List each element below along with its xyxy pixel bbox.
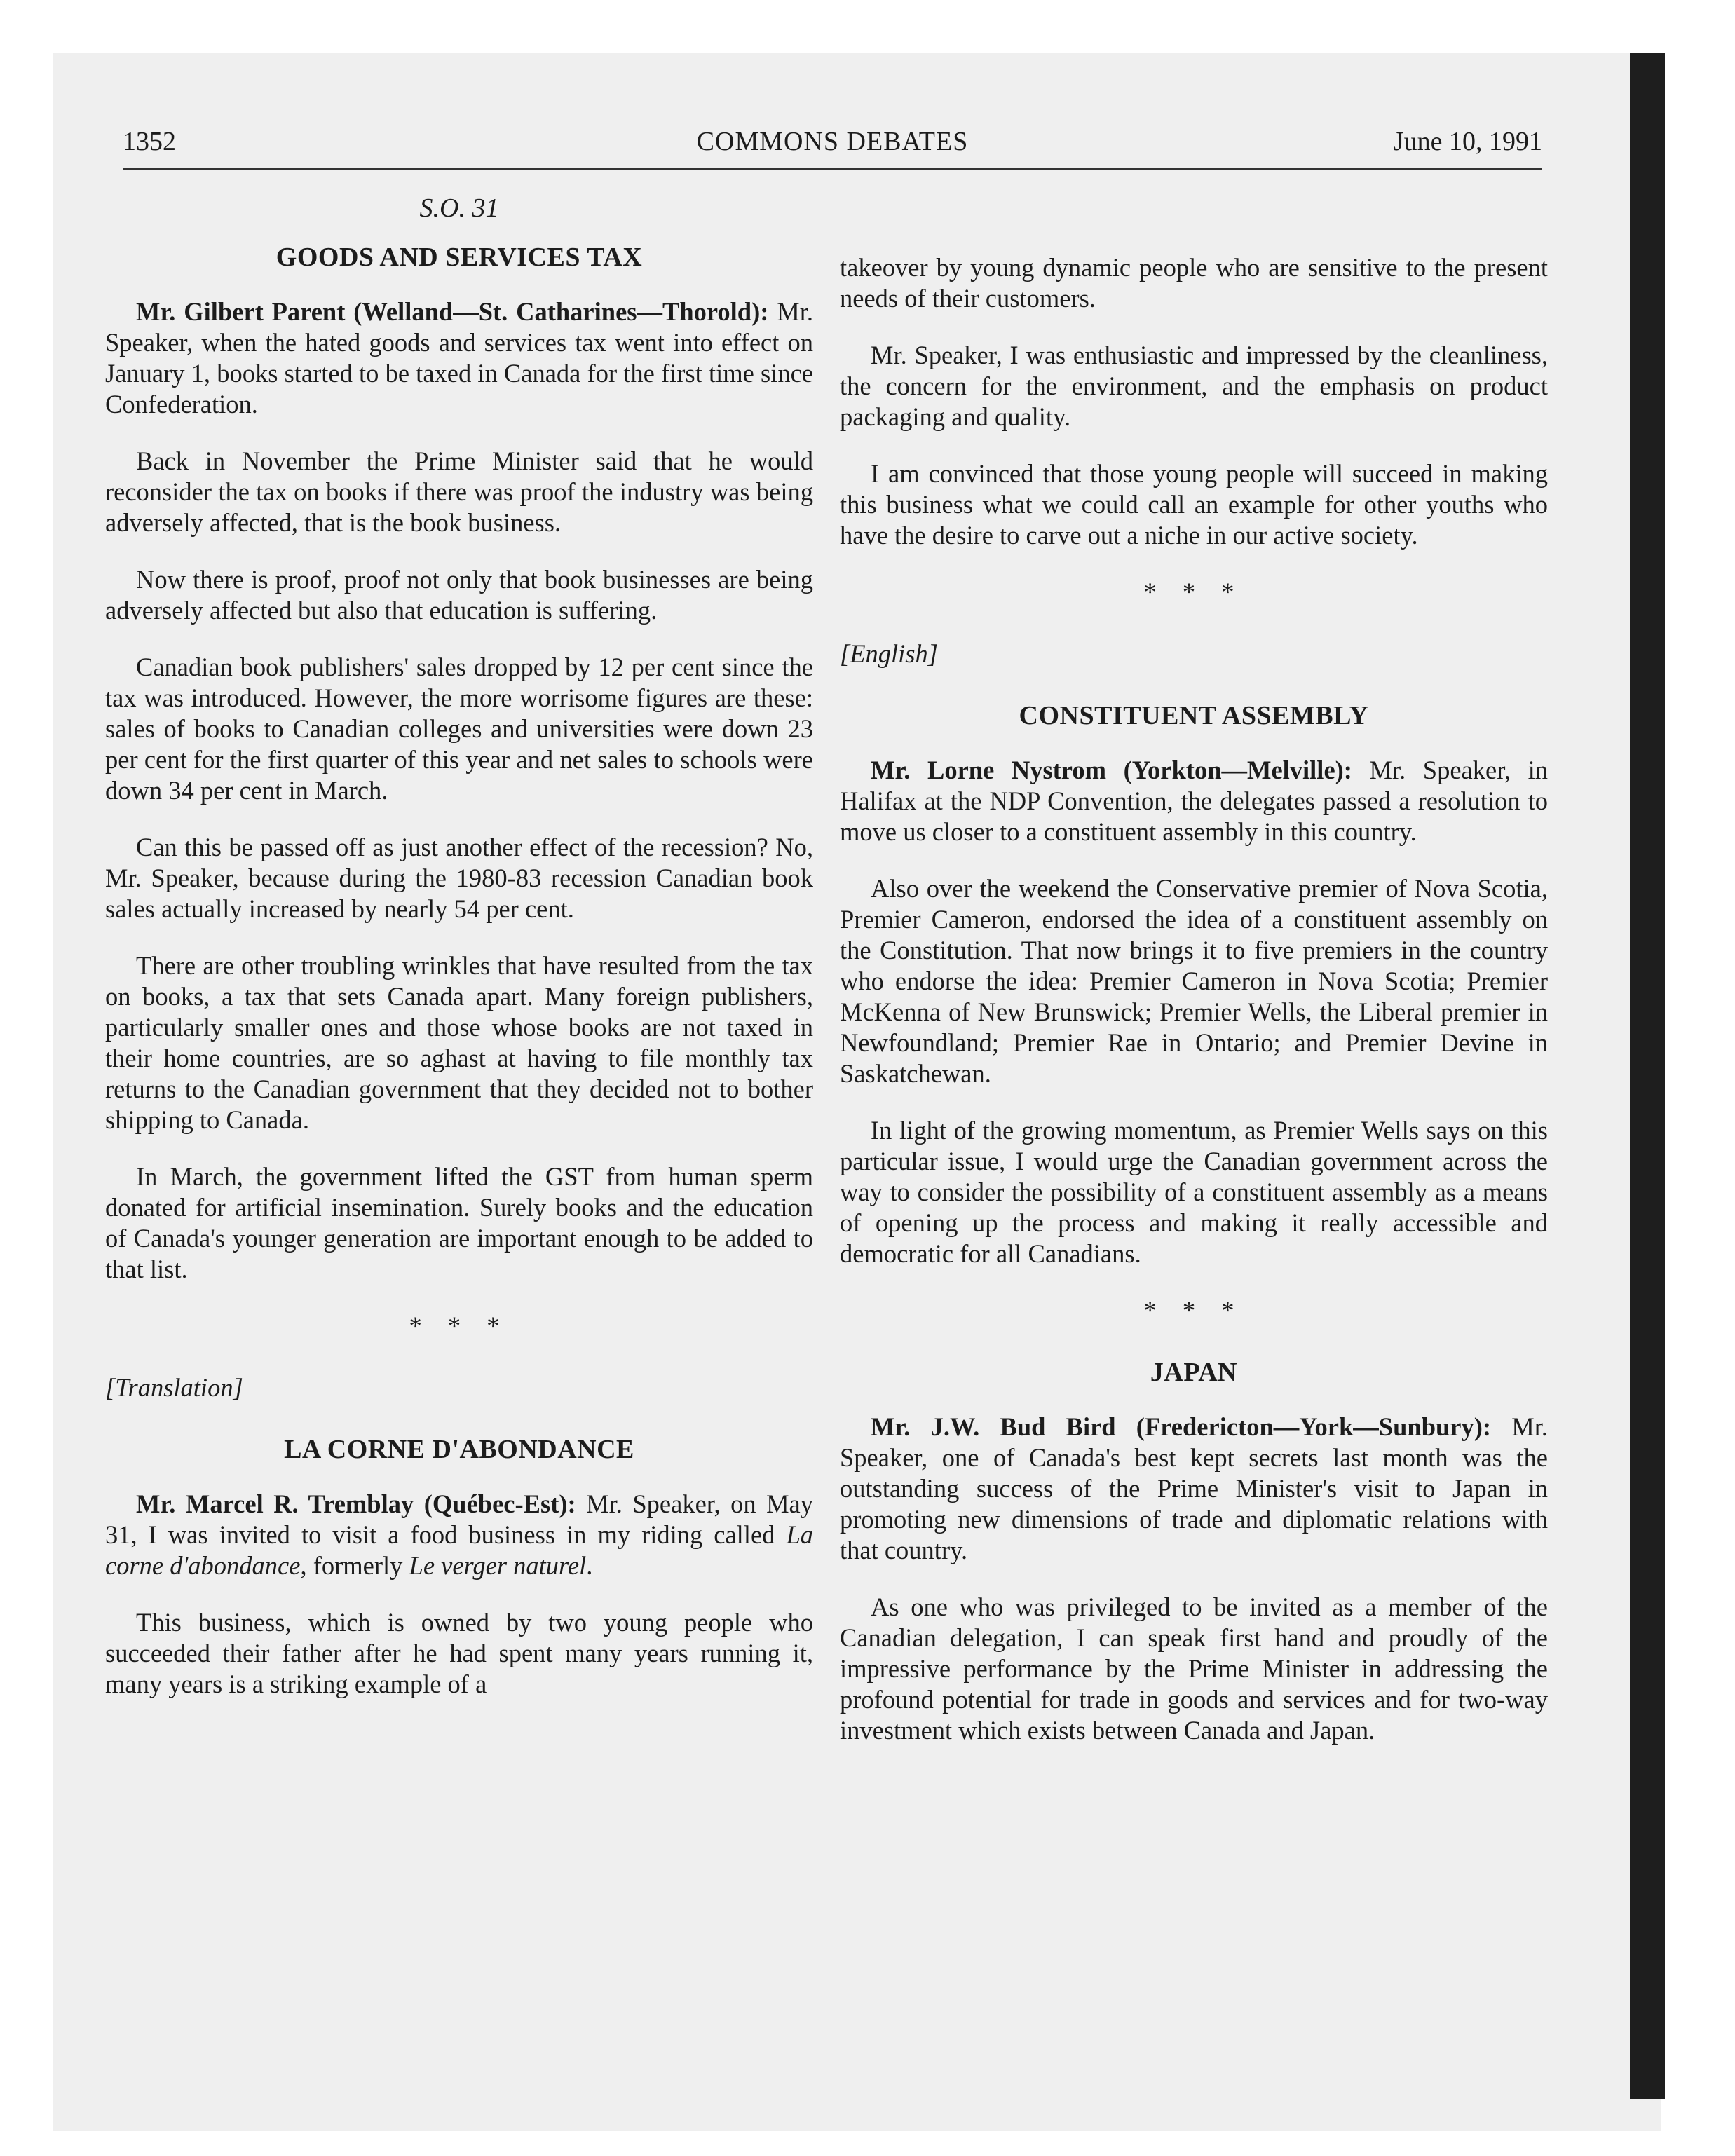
section-separator: * * *: [409, 1311, 510, 1340]
assembly-heading: CONSTITUENT ASSEMBLY: [1019, 701, 1369, 730]
japan-paragraph-2: As one who was privileged to be invited as a member of the Canadian delegation, I can speak first hand and proudly of the impressive performance by the Prime Minister in addressing the profound potential for trade in goods and services and for two-way investment which exists between Canada and Japan.: [840, 1592, 1548, 1745]
speech-text: Mr. Speaker, in Halifax at the NDP Convention, the delegates passed a resolution to move us closer to a constituent assembly in this country.: [840, 756, 1548, 846]
page-date: June 10, 1991: [1393, 127, 1542, 156]
corne-paragraph-4: I am convinced that those young people will succeed in making this business what we could call an example for other youths who have the desire to carve out a niche in our active society.: [840, 459, 1548, 550]
section-separator: * * *: [1143, 578, 1244, 606]
corne-paragraph-2: This business, which is owned by two young people who succeeded their father after he had spent many years running it, many years is a striking example of a: [105, 1608, 813, 1698]
speech-text: .: [586, 1551, 593, 1580]
corne-paragraph-2-continued: takeover by young dynamic people who are sensitive to the present needs of their customers.: [840, 253, 1548, 313]
scan-edge-bar: [1630, 53, 1665, 2099]
standing-order: S.O. 31: [419, 193, 499, 223]
left-column: [105, 193, 813, 1726]
corne-paragraph-3: Mr. Speaker, I was enthusiastic and impressed by the cleanliness, the concern for the environment, and the emphasis on product packaging and quality.: [840, 341, 1548, 431]
assembly-paragraph-2: Also over the weekend the Conservative premier of Nova Scotia, Premier Cameron, endorsed the idea of a constituent assembly on the Constitution. That now brings it to five premiers in the country who endorse the idea: Premier Cameron in Nova Scotia; Premier McKenna of New Brunswick; Premier Wells, the Liberal premier in Newfoundland; Premier Rae in Ontario; and Premier Devine in Saskatchewan.: [840, 874, 1548, 1088]
language-note: [English]: [840, 639, 938, 668]
gst-heading: GOODS AND SERVICES TAX: [275, 243, 643, 272]
speaker-name: Mr. J.W. Bud Bird (Fredericton—York—Sunbury):: [871, 1412, 1492, 1441]
gst-paragraph-1: [105, 296, 813, 420]
page-header: [123, 126, 1542, 170]
former-business-name: Le verger naturel: [409, 1551, 587, 1580]
gst-paragraph-4: Canadian book publishers' sales dropped by 12 per cent since the tax was introduced. However, the more worrisome figures are these: sales of books to Canadian colleges and universities were down 23 per cent for the first quarter of this year and net sales to schools were down 34 per cent in March.: [105, 653, 813, 805]
gst-paragraph-6: There are other troubling wrinkles that have resulted from the tax on books, a tax that sets Canada apart. Many foreign publishers, particularly smaller ones and those whose books are not taxed in their home countries, are so aghast at having to file monthly tax returns to the Canadian government that they decided not to bother shipping to Canada.: [105, 951, 813, 1134]
gst-paragraph-3: Now there is proof, proof not only that book businesses are being adversely affected but also that education is suffering.: [105, 565, 813, 625]
assembly-paragraph-1: [840, 755, 1548, 847]
speech-text: Mr. Speaker, on May 31, I was invited to visit a food business in my riding called: [105, 1489, 813, 1549]
publication-title: COMMONS DEBATES: [696, 127, 969, 156]
speaker-name: Mr. Marcel R. Tremblay (Québec-Est):: [136, 1489, 576, 1518]
speech-text: Mr. Speaker, when the hated goods and services tax went into effect on January 1, books started to be taxed in Canada for the first time since Confederation.: [105, 297, 813, 418]
right-column: [840, 252, 1548, 1772]
japan-heading: JAPAN: [1150, 1358, 1238, 1387]
business-name: La corne d'abondance: [105, 1520, 813, 1580]
section-separator: * * *: [1143, 1296, 1244, 1325]
page-number: 1352: [123, 127, 176, 156]
corne-heading: LA CORNE D'ABONDANCE: [284, 1435, 634, 1464]
gst-paragraph-5: Can this be passed off as just another effect of the recession? No, Mr. Speaker, because during the 1980-83 recession Canadian book sales actually increased by nearly 54 per cent.: [105, 833, 813, 923]
language-note: [Translation]: [105, 1373, 243, 1402]
gst-paragraph-7: In March, the government lifted the GST from human sperm donated for artificial insemination. Surely books and the education of Canada's younger generation are important enough to be added to that list.: [105, 1162, 813, 1283]
speaker-name: Mr. Gilbert Parent (Welland—St. Catharines—Thorold):: [136, 297, 769, 326]
corne-paragraph-1: [105, 1489, 813, 1581]
assembly-paragraph-3: In light of the growing momentum, as Premier Wells says on this particular issue, I would urge the Canadian government across the way to consider the possibility of a constituent assembly as a means of opening up the process and making it really accessible and democratic for all Canadians.: [840, 1116, 1548, 1268]
speech-text: Mr. Speaker, one of Canada's best kept secrets last month was the outstanding success of the Prime Minister's visit to Japan in promoting new dimensions of trade and diplomatic relations with that country.: [840, 1412, 1549, 1564]
speaker-name: Mr. Lorne Nystrom (Yorkton—Melville):: [871, 756, 1352, 784]
japan-paragraph-1: [840, 1412, 1548, 1566]
speech-text: , formerly: [300, 1551, 403, 1580]
gst-paragraph-2: Back in November the Prime Minister said that he would reconsider the tax on books if there was proof the industry was being adversely affected, that is the book business.: [105, 446, 813, 537]
